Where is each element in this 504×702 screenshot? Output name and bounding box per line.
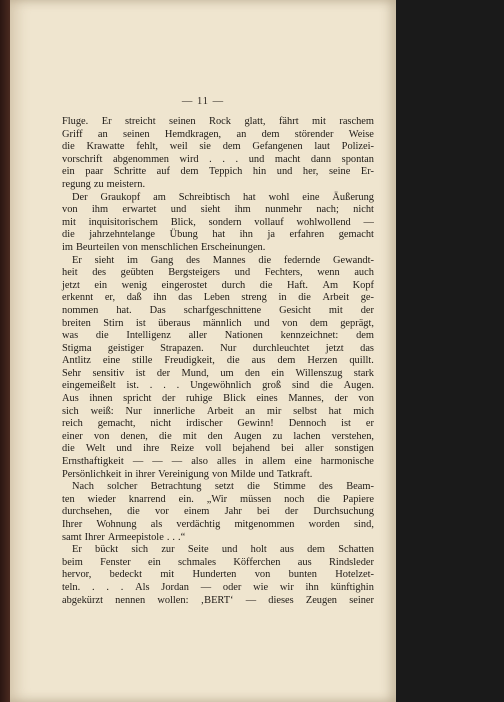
text-line: einer von denen, die mit den Augen zu lachen verstehen, — [62, 430, 374, 442]
text-line: ein paar Schritte auf dem Teppich hin und her, seine Er- — [62, 166, 374, 178]
text-line: Persönlichkeit in ihrer Vereinigung von Milde und Tatkraft. — [62, 468, 313, 480]
text-line: Stigma geistiger Strapazen. Nur durchleuchtet jetzt das — [62, 342, 374, 354]
text-line: nommen hat. Das scharfgeschnittene Gesicht mit der — [62, 304, 374, 316]
page-text — [62, 116, 374, 607]
text-line: beim Fenster ein schmales Köfferchen aus Rindsleder — [62, 556, 374, 568]
text-line: die jahrzehntelange Übung hat ihn ja erfahren gemacht — [62, 229, 374, 241]
text-line: im Beurteilen von menschlichen Erscheinungen. — [62, 241, 266, 253]
text-line: von ihm erwartet und sieht ihm nunmehr nach; nicht — [62, 204, 374, 216]
text-line: Nach solcher Betrachtung setzt die Stimme des Beam- — [72, 481, 374, 493]
text-line: eingemeißelt ist. . . . Ungewöhnlich groß sind die Augen. — [62, 380, 374, 392]
text-line: samt Ihrer Armeepistole . . .“ — [62, 531, 186, 543]
text-line: teln. . . . Als Jordan — oder wie wir ihn künftighin — [62, 581, 374, 593]
text-line: Antlitz eine stille Freudigkeit, die aus dem Herzen quillt. — [62, 355, 374, 367]
text-line: Er bückt sich zur Seite und holt aus dem Schatten — [72, 544, 374, 556]
text-line: regung zu meistern. — [62, 178, 146, 190]
text-line: sich weiß: Nur innerliche Arbeit an mir selbst hat mich — [62, 405, 374, 417]
text-line: reich gemacht, nicht irdischer Gewinn! Dennoch ist er — [62, 418, 374, 430]
text-line: hervor, bedeckt mit Hunderten von bunten Hotelzet- — [62, 569, 374, 581]
text-line: durchsehen, die vor einem Jahr bei der Durchsuchung — [62, 506, 374, 518]
text-line: Der Graukopf am Schreibtisch hat wohl eine Äußerung — [72, 191, 374, 203]
text-line: erkennt er, daß ihn das Leben streng in die Arbeit ge- — [62, 292, 374, 304]
text-line: vorschrift abgenommen wird . . . und macht dann spontan — [62, 153, 374, 165]
text-line: heit des geübten Bergsteigers und Fechters, wenn auch — [62, 267, 374, 279]
text-line: jetzt ein wenig eingerostet durch die Haft. Am Kopf — [62, 279, 374, 291]
text-line: Sehr sensitiv ist der Mund, um den ein Willenszug stark — [62, 367, 374, 379]
page-number: — 11 — — [181, 96, 225, 107]
text-line: Ernsthaftigkeit — — — also alles in allem eine harmonische — [62, 456, 374, 468]
text-line: Aus ihnen spricht der ruhige Blick eines Mannes, der von — [62, 393, 374, 405]
text-line: was die Intelligenz aller Nationen kennzeichnet: dem — [62, 330, 374, 342]
text-line: breiten Stirn ist überaus männlich und von dem geprägt, — [62, 317, 374, 329]
text-line: mit inquisitorischem Blick, sondern vollauf wohlwollend — — [62, 216, 374, 228]
book-page — [10, 0, 396, 702]
text-line: ten wieder knarrend ein. „Wir müssen noch die Papiere — [62, 493, 374, 505]
text-line: Fluge. Er streicht seinen Rock glatt, fährt mit raschem — [62, 116, 374, 127]
text-line: die Krawatte fehlt, weil sie dem Gefangenen laut Polizei- — [62, 141, 374, 153]
text-line: Ihrer Wohnung als verdächtig mitgenommen worden sind, — [62, 519, 374, 530]
text-line: abgekürzt nennen wollen: ‚BERT‘ — dieses Zeugen seiner — [62, 594, 374, 606]
text-line: Er sieht im Gang des Mannes die federnde Gewandt- — [72, 254, 374, 266]
text-line: die Welt und ihre Reize voll bejahend bei aller sonstigen — [62, 443, 374, 455]
background-edge — [0, 0, 10, 702]
text-line: Griff an seinen Hemdkragen, an dem störender Weise — [62, 128, 374, 140]
